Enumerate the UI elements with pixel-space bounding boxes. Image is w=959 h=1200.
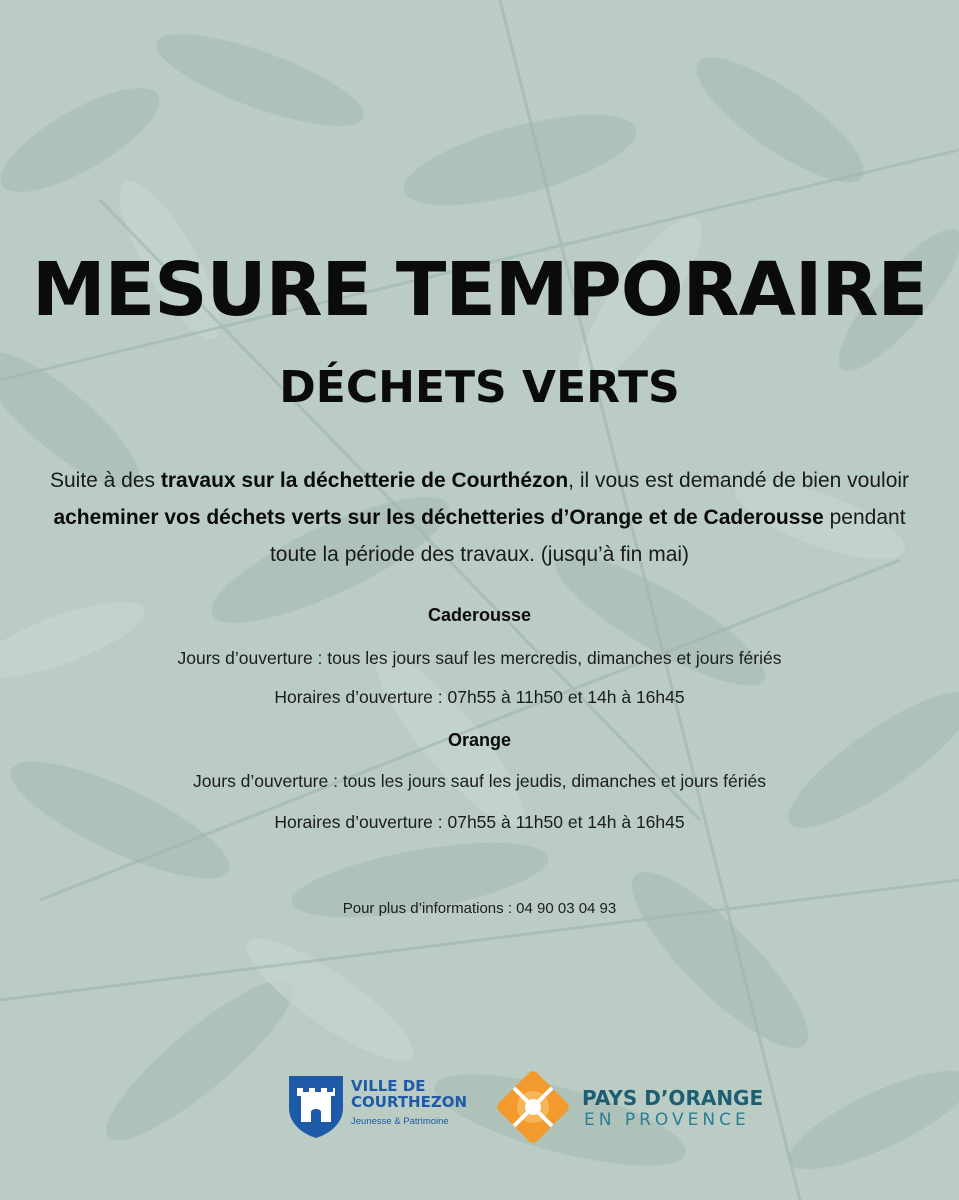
footer-logos <box>0 1068 959 1148</box>
caderousse-days: Jours d’ouverture : tous les jours sauf les mercredis, dimanches et jours fériés <box>177 648 782 668</box>
pays-orange-subtitle: EN PROVENCE <box>584 1110 750 1130</box>
page-subtitle: DÉCHETS VERTS <box>279 362 680 413</box>
caderousse-hours: Horaires d’ouverture : 07h55 à 11h50 et 14h à 16h45 <box>274 687 685 707</box>
intro-bold-2: acheminer vos déchets verts sur les déchetteries d’Orange et de Caderousse <box>53 506 824 529</box>
intro-text-1: Suite à des <box>49 469 161 492</box>
pays-orange-logo <box>494 1068 784 1146</box>
intro-bold-1: travaux sur la déchetterie de Courthézon <box>160 469 569 492</box>
courthezon-line2: COURTHEZON <box>351 1093 468 1111</box>
orange-hours: Horaires d’ouverture : 07h55 à 11h50 et 14h à 16h45 <box>274 812 685 832</box>
orange-heading: Orange <box>447 730 512 750</box>
orange-emblem-icon <box>494 1068 572 1146</box>
intro-text-3: pendant toute la période des travaux. (jusqu’à fin mai) <box>269 506 906 566</box>
intro-paragraph <box>40 462 919 573</box>
castle-shield-icon <box>287 1074 345 1140</box>
info-phone: Pour plus d’informations : 04 90 03 04 93 <box>342 900 617 917</box>
courthezon-logo <box>287 1074 467 1140</box>
courthezon-line1: VILLE DE <box>351 1077 426 1095</box>
page-title: MESURE TEMPORAIRE <box>32 247 927 333</box>
pays-orange-title: PAYS D’ORANGE <box>582 1086 764 1110</box>
intro-text-2: , il vous est demandé de bien vouloir <box>568 469 910 492</box>
courthezon-tagline: Jeunesse & Patrimoine <box>351 1116 449 1127</box>
orange-days: Jours d’ouverture : tous les jours sauf les jeudis, dimanches et jours fériés <box>193 771 766 791</box>
caderousse-heading: Caderousse <box>427 605 532 625</box>
